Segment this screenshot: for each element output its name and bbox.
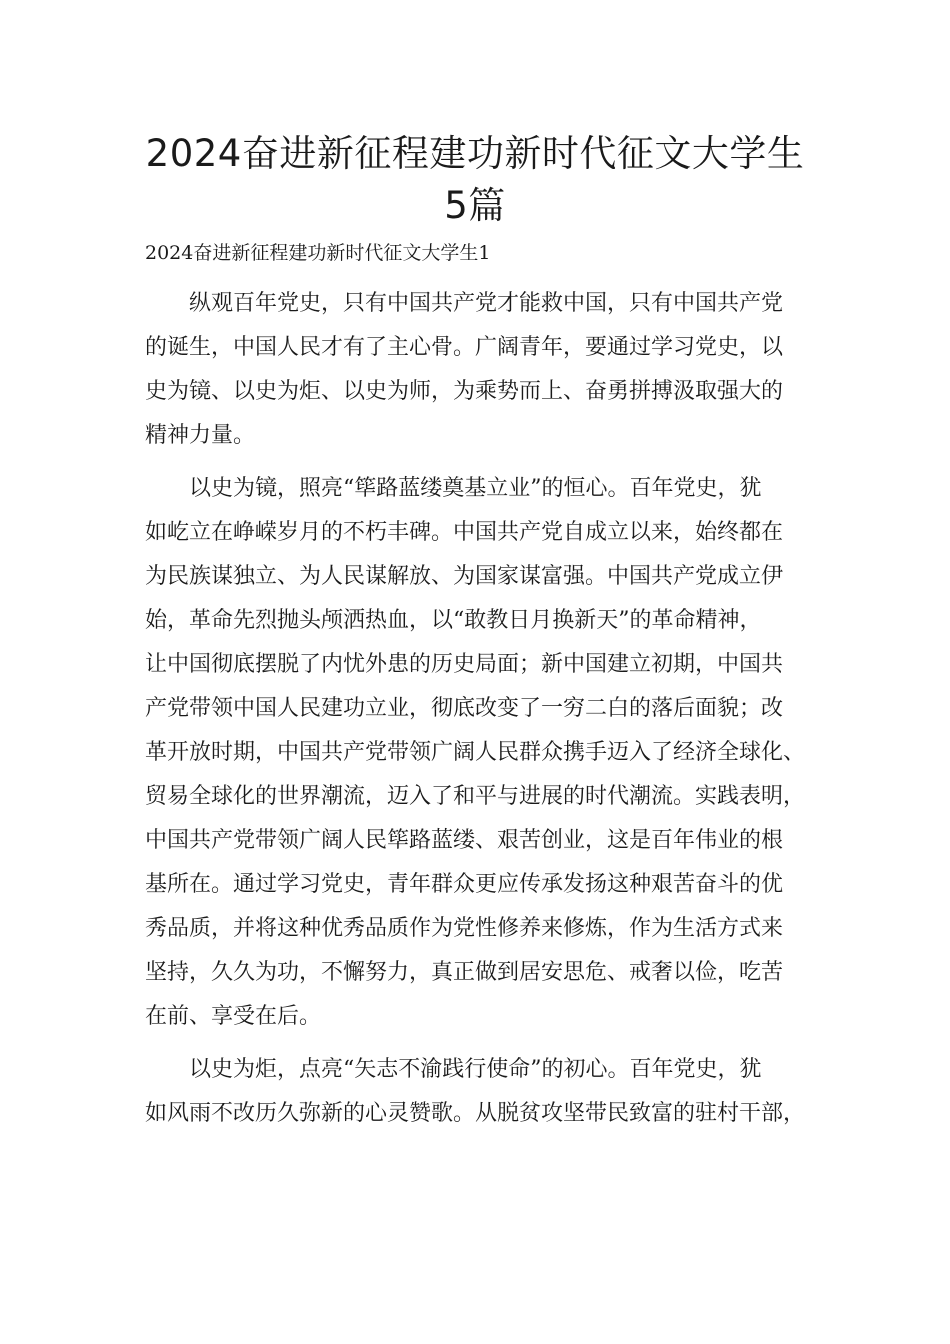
text-line: 中国共产党带领广阔人民筚路蓝缕、艰苦创业，这是百年伟业的根 xyxy=(145,828,784,853)
text-line: 秀品质，并将这种优秀品质作为党性修养来修炼，作为生活方式来 xyxy=(145,916,784,941)
text-line: 为民族谋独立、为人民谋解放、为国家谋富强。中国共产党成立伊 xyxy=(145,564,784,589)
text-line: 如风雨不改历久弥新的心灵赞歌。从脱贫攻坚带民致富的驻村干部， xyxy=(145,1101,806,1126)
text-line: 史为镜、以史为炬、以史为师，为乘势而上、奋勇拼搏汲取强大的 xyxy=(145,379,784,404)
text-line: 如屹立在峥嵘岁月的不朽丰碑。中国共产党自成立以来，始终都在 xyxy=(145,520,784,545)
text-line: 产党带领中国人民建功立业，彻底改变了一穷二白的落后面貌；改 xyxy=(145,696,784,721)
text-line: 在前、享受在后。 xyxy=(145,1004,322,1029)
text-line: 基所在。通过学习党史，青年群众更应传承发扬这种艰苦奋斗的优 xyxy=(145,872,784,897)
section-heading: 2024奋进新征程建功新时代征文大学生1 xyxy=(145,242,491,264)
paragraph xyxy=(145,1048,805,1136)
text-line: 革开放时期，中国共产党带领广阔人民群众携手迈入了经济全球化、 xyxy=(145,740,806,765)
title-line: 2024奋进新征程建功新时代征文大学生 xyxy=(145,132,805,175)
document-body xyxy=(145,282,805,1145)
paragraph xyxy=(145,282,805,458)
title-line: 5篇 xyxy=(444,184,506,227)
text-line: 始，革命先烈抛头颅洒热血，以“敢教日月换新天”的革命精神， xyxy=(145,608,762,633)
text-line: 的诞生，中国人民才有了主心骨。广阔青年，要通过学习党史，以 xyxy=(145,335,784,360)
text-line: 以史为镜，照亮“筚路蓝缕奠基立业”的恒心。百年党史，犹 xyxy=(189,476,762,501)
text-line: 纵观百年党史，只有中国共产党才能救中国，只有中国共产党 xyxy=(189,291,784,316)
text-line: 坚持，久久为功，不懈努力，真正做到居安思危、戒奢以俭，吃苦 xyxy=(145,960,784,985)
text-line: 贸易全球化的世界潮流，迈入了和平与进展的时代潮流。实践表明， xyxy=(145,784,806,809)
paragraph xyxy=(145,467,805,1039)
text-line: 以史为炬，点亮“矢志不渝践行使命”的初心。百年党史，犹 xyxy=(189,1057,762,1082)
document-title xyxy=(120,128,830,232)
text-line: 让中国彻底摆脱了内忧外患的历史局面；新中国建立初期，中国共 xyxy=(145,652,784,677)
text-line: 精神力量。 xyxy=(145,423,256,448)
